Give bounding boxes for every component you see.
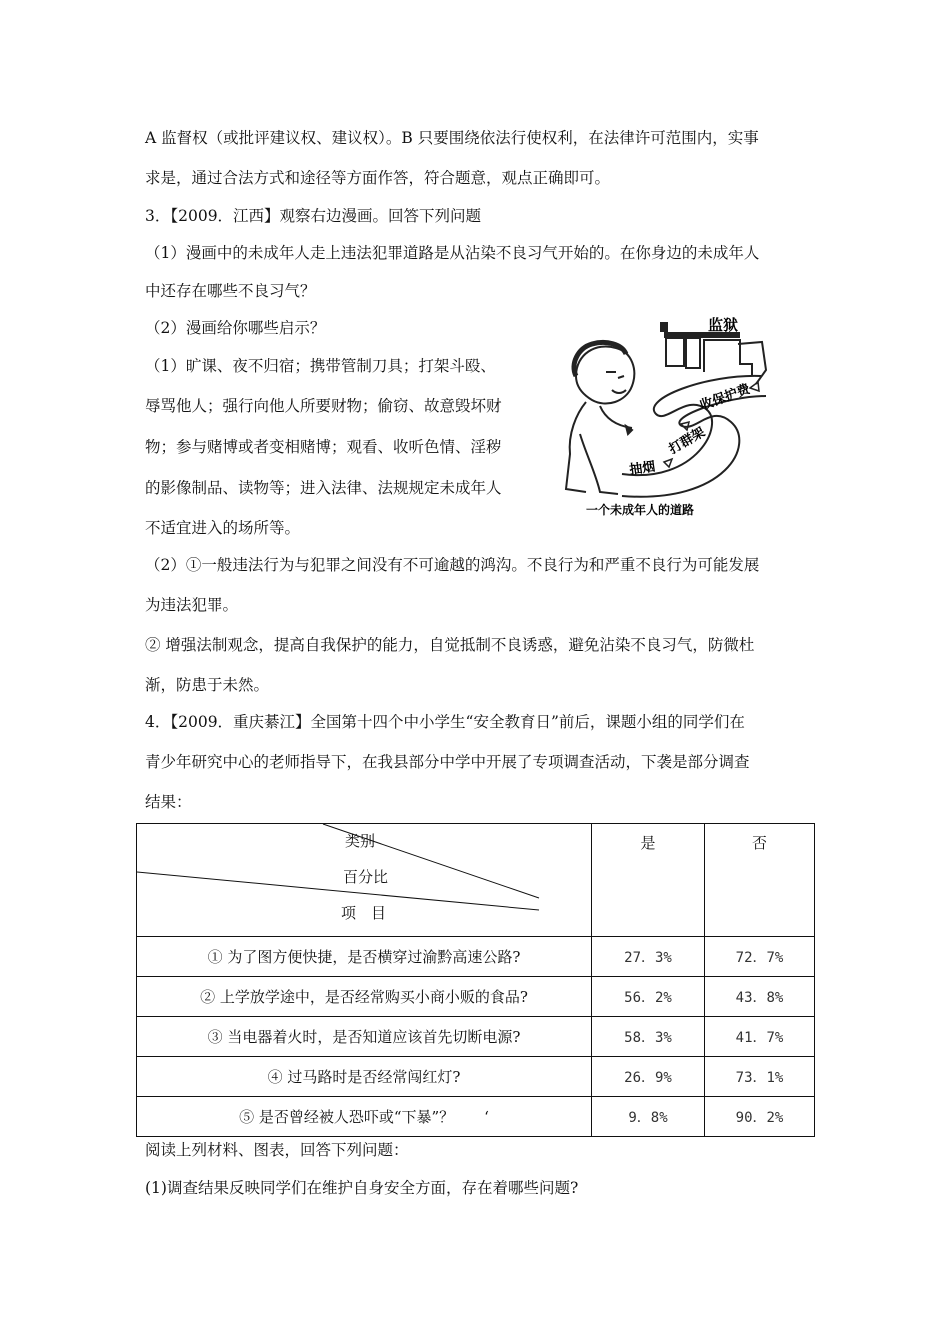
road-inner — [622, 396, 766, 497]
text-line: A 监督权（或批评建议权、建议权）。B 只要围绕依法行使权利，在法律许可范围内，实事 — [145, 129, 759, 147]
question-3-heading: 3．【2009．江西】观察右边漫画。回答下列问题 — [145, 207, 482, 225]
arrow-icon — [664, 459, 672, 467]
answer-line: （1）旷课、夜不归宿；携带管制刀具；打架斗殴、 — [145, 357, 496, 375]
question-cell: ① 为了图方便快捷，是否横穿过渝黔高速公路? — [137, 937, 592, 977]
table-row — [137, 1057, 815, 1097]
diagonal-header-cell — [137, 824, 592, 937]
text-line: 阅读上列材料、图表，回答下列问题： — [145, 1141, 409, 1159]
boy-figure — [566, 342, 634, 494]
header-yes: 是 — [592, 824, 705, 937]
table-row — [137, 1017, 815, 1057]
yes-cell: 27．3% — [592, 937, 705, 977]
arrow-icon — [750, 382, 759, 391]
answer-line: 渐，防患于未然。 — [145, 676, 270, 694]
yes-cell: 9．8% — [592, 1097, 705, 1137]
prison-label: 监狱 — [708, 317, 739, 334]
answer-line: 物；参与赌博或者变相赌博；观看、收听色情、淫秽 — [145, 438, 502, 456]
answer-line: （2）①一般违法行为与犯罪之间没有不可逾越的鸿沟。不良行为和严重不良行为可能发展 — [145, 556, 760, 574]
no-cell: 72．7% — [705, 937, 815, 977]
yes-cell: 26．9% — [592, 1057, 705, 1097]
no-cell: 41．7% — [705, 1017, 815, 1057]
question-cell: ② 上学放学途中，是否经常购买小商小贩的食品? — [137, 977, 592, 1017]
text-line: 中还存在哪些不良习气？ — [145, 282, 316, 300]
question-cell: ④ 过马路时是否经常闯红灯? — [137, 1057, 592, 1097]
table-row — [137, 937, 815, 977]
cartoon-caption: 一个未成年人的道路 — [586, 503, 695, 517]
path-word-smoking: 抽烟 — [628, 458, 657, 477]
no-cell: 73．1% — [705, 1057, 815, 1097]
header-no: 否 — [705, 824, 815, 937]
header-percent: 百分比 — [343, 868, 389, 886]
text-line: （2）漫画给你哪些启示？ — [145, 319, 326, 337]
text-line: 求是，通过合法方式和途径等方面作答，符合题意，观点正确即可。 — [145, 169, 611, 187]
text-line: 结果： — [145, 793, 192, 811]
answer-line: ② 增强法制观念，提高自我保护的能力，自觉抵制不良诱惑，避免沾染不良习气，防微杜 — [145, 636, 755, 654]
question-cell: ③ 当电器着火时，是否知道应该首先切断电源? — [137, 1017, 592, 1057]
header-category: 类别 — [345, 832, 376, 850]
survey-table — [136, 823, 815, 1137]
question-4-heading: 4．【2009．重庆綦江】全国第十四个中小学生“安全教育日”前后，课题小组的同学们在 — [145, 713, 745, 731]
answer-line: 为违法犯罪。 — [145, 596, 239, 614]
yes-cell: 56．2% — [592, 977, 705, 1017]
no-cell: 90．2% — [705, 1097, 815, 1137]
yes-cell: 58．3% — [592, 1017, 705, 1057]
no-cell: 43．8% — [705, 977, 815, 1017]
table-row — [137, 1097, 815, 1137]
question-cell: ⑤ 是否曾经被人恐吓或“下暴”？ ‘ — [137, 1097, 592, 1137]
cartoon-illustration — [556, 314, 788, 520]
answer-line: 不适宜进入的场所等。 — [145, 519, 301, 537]
header-item: 项 目 — [341, 904, 387, 922]
answer-line: 的影像制品、读物等；进入法律、法规规定未成年人 — [145, 479, 502, 497]
text-line: （1）漫画中的未成年人走上违法犯罪道路是从沾染不良习气开始的。在你身边的未成年人 — [145, 244, 760, 262]
question-1-line: (1)调查结果反映同学们在维护自身安全方面，存在着哪些问题? — [145, 1179, 579, 1197]
text-line: 青少年研究中心的老师指导下，在我县部分中学中开展了专项调查活动，下袭是部分调查 — [145, 753, 750, 771]
table-row — [137, 977, 815, 1017]
answer-line: 辱骂他人；强行向他人所要财物；偷窃、故意毁坏财 — [145, 397, 502, 415]
path-word-extortion: 收保护费 — [697, 380, 752, 413]
path-word-fighting: 打群架 — [666, 424, 708, 457]
